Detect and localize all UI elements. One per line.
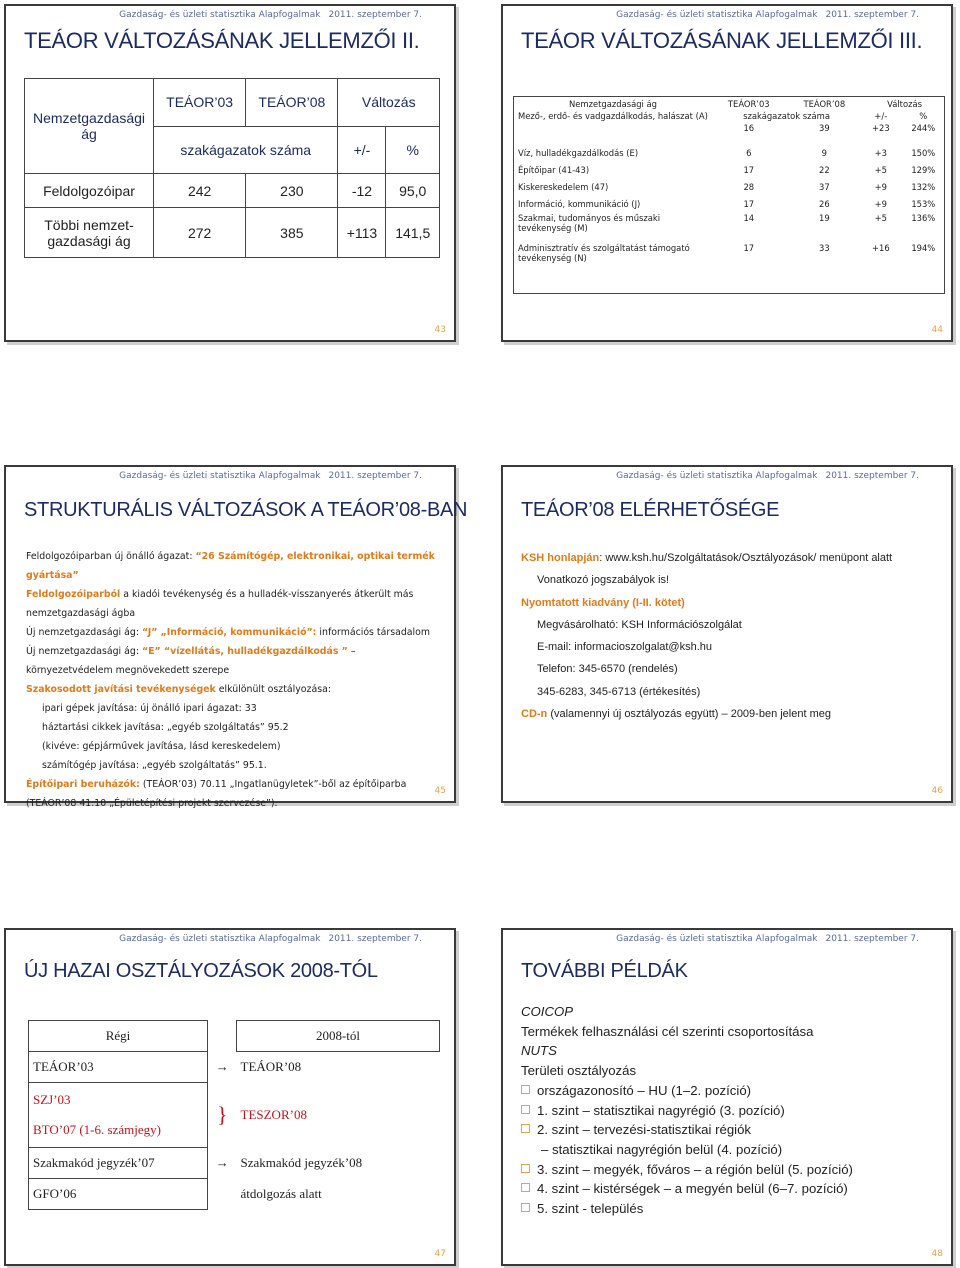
page-number: 48 [931, 1249, 943, 1259]
highlight-text: KSH honlapján [521, 552, 600, 564]
list-item [521, 1179, 941, 1199]
table-row [25, 208, 440, 258]
header-org: Gazdaság- és üzleti statisztika Alapfogalmak [119, 10, 321, 20]
cell-teaor08: 230 [246, 174, 338, 208]
list-item: – statisztikai nagyrégión belül (4. pozíció) [541, 1141, 783, 1157]
cell-teaor03: 272 [154, 208, 246, 258]
cell-teaor03: 17 [743, 243, 755, 253]
cell-teaor08: 26 [818, 198, 830, 209]
highlight-text: “26 Számítógép, elektronikai, optikai termék gyártása” [26, 551, 435, 581]
list-item: Telefon: 345-6570 (rendelés) [537, 663, 678, 676]
new-item: Szakmakód jegyzék’08 [240, 1155, 363, 1170]
highlight-text: Feldolgozóiparból [26, 589, 121, 600]
subheader-diff: +/- [874, 111, 888, 121]
checkbox-bullet-icon [521, 1183, 530, 1192]
header-org: Gazdaság- és üzleti statisztika Alapfogalmak [616, 10, 818, 20]
slide-title: TEÁOR’08 ELÉRHETŐSÉGE [521, 499, 780, 521]
slide-header [608, 10, 919, 20]
list-item: E-mail: informacioszolgalat@ksh.hu [537, 641, 713, 654]
list-item: NUTS [521, 1043, 557, 1059]
list-item: 345-6283, 345-6713 (értékesítés) [537, 685, 701, 698]
cell-pct: 150% [911, 147, 936, 158]
row-name: Többi nemzet-gazdasági ág [25, 208, 154, 258]
page-number: 45 [434, 786, 446, 796]
slide-46 [501, 465, 953, 803]
list-item [521, 1199, 941, 1219]
row-name: Kiskereskedelem (47) [518, 181, 609, 192]
slide-title: STRUKTURÁLIS VÁLTOZÁSOK A TEÁOR’08-BAN [24, 499, 468, 521]
old-item: Szakmakód jegyzék’07 [29, 1148, 208, 1179]
row-name: Mező-, erdő- és vadgazdálkodás, halászat (A) [518, 111, 708, 121]
classification-table [28, 1020, 440, 1210]
row-name: Építőipar (41-43) [518, 164, 590, 175]
text: 4. szint – kistérségek – a megyén belül (6–7. pozíció) [537, 1181, 848, 1197]
cell-teaor08: 39 [818, 123, 830, 133]
list-item: (kivéve: gépjárművek javítása, lásd kereskedelem) [42, 741, 281, 752]
header-date: 2011. szeptember 7. [825, 10, 919, 20]
col-header-teaor03: TEÁOR’03 [727, 99, 770, 109]
list-item [26, 680, 440, 699]
list-item [26, 547, 440, 585]
row-name: Szakmai, tudományos és műszaki tevékenység (M) [518, 213, 661, 233]
subheader-pct: % [386, 126, 440, 174]
list-item: COICOP [521, 1004, 574, 1019]
col-header-teaor08: TEÁOR’08 [246, 79, 338, 127]
table-row [515, 195, 947, 212]
new-item: TEÁOR’08 [240, 1059, 302, 1075]
text: a kiadói tevékenység és a hulladék-visszanyerés átkerült más nemzetgazdasági ágba [26, 589, 414, 619]
table-row [25, 174, 440, 208]
cell-teaor03: 28 [743, 181, 755, 192]
checkbox-bullet-icon [521, 1124, 530, 1133]
text: : www.ksh.hu/Szolgáltatások/Osztályozások/ menüpont alatt [599, 552, 893, 564]
slide-header [608, 471, 919, 481]
new-item: TESZOR’08 [240, 1107, 307, 1122]
cell-pct: 141,5 [386, 208, 440, 258]
subheader-diff: +/- [338, 126, 386, 174]
col-header-change: Változás [338, 79, 440, 127]
change-table [24, 78, 440, 258]
row-name: Adminisztratív és szolgáltatást támogató tevékenység (N) [518, 243, 690, 263]
list-item [26, 585, 440, 623]
row-name: Víz, hulladékgazdálkodás (E) [518, 147, 639, 158]
slide-47 [4, 928, 456, 1266]
checkbox-bullet-icon [521, 1085, 530, 1094]
table-row [29, 1083, 440, 1148]
cell-diff: +9 [874, 181, 888, 192]
new-item: átdolgozás alatt [240, 1186, 322, 1201]
text: országazonosító – HU (1–2. pozíció) [537, 1082, 752, 1098]
slide-header [111, 471, 422, 481]
slide-title: ÚJ HAZAI OSZTÁLYOZÁSOK 2008-TÓL [24, 960, 378, 982]
cell-pct: 194% [911, 243, 936, 253]
table-row [515, 212, 947, 242]
text: 5. szint - település [537, 1201, 644, 1217]
cell-pct: 153% [911, 198, 936, 209]
list-item: Vonatkozó jogszabályok is! [537, 574, 670, 587]
cell-diff: +113 [338, 208, 386, 258]
old-item: TEÁOR’03 [29, 1052, 208, 1083]
cell-teaor03: 14 [743, 213, 755, 223]
slide-title: TEÁOR VÁLTOZÁSÁNAK JELLEMZŐI III. [521, 28, 923, 53]
checkbox-bullet-icon [521, 1164, 530, 1173]
change-table [515, 98, 947, 272]
cell-teaor03: 242 [154, 174, 246, 208]
cell-diff: +16 [871, 243, 890, 253]
cell-diff: +3 [874, 147, 888, 158]
list-item: Megvásárolható: KSH Információszolgálat [537, 618, 742, 631]
cell-diff: +5 [874, 213, 888, 223]
list-item [521, 1160, 941, 1180]
cell-teaor03: 6 [746, 147, 752, 158]
page-number: 47 [434, 1249, 446, 1259]
list-item [521, 547, 937, 569]
slide-title: TOVÁBBI PÉLDÁK [521, 960, 688, 982]
highlight-text: Építőipari beruházók: [26, 779, 140, 790]
table-row [29, 1179, 440, 1210]
cell-pct: 132% [911, 181, 936, 192]
text: Feldolgozóiparban új önálló ágazat: [26, 551, 196, 562]
list-item [521, 703, 937, 725]
col-header-teaor08: TEÁOR’08 [803, 99, 846, 109]
cell-diff: -12 [338, 174, 386, 208]
slide-body [26, 547, 440, 813]
list-item [26, 623, 440, 642]
list-item [26, 642, 440, 680]
list-item [26, 775, 440, 813]
text: Új nemzetgazdasági ág: [26, 646, 142, 657]
list-item: háztartási cikkek javítása: „egyéb szolgáltatás” 95.2 [42, 722, 289, 733]
cell-diff: +9 [874, 198, 888, 209]
slide-48 [501, 928, 953, 1266]
text: 1. szint – statisztikai nagyrégió (3. pozíció) [537, 1102, 785, 1118]
text: (TEÁOR’03) 70.11 „Ingatlanügyletek”-ből az építőiparba (TEÁOR’08 41.10 „Épületépítési projekt szervezése”). [26, 779, 407, 809]
checkbox-bullet-icon [521, 1105, 530, 1114]
list-item [521, 1101, 941, 1121]
col-header-teaor03: TEÁOR’03 [154, 79, 246, 127]
text: Új nemzetgazdasági ág: [26, 627, 142, 638]
old-item: BTO’07 (1-6. számjegy) [33, 1122, 161, 1137]
header-date: 2011. szeptember 7. [328, 10, 422, 20]
slide-header [608, 934, 919, 944]
header-date: 2011. szeptember 7. [328, 934, 422, 944]
cell-teaor08: 19 [818, 213, 830, 223]
list-item [521, 592, 937, 614]
row-name: Feldolgozóipar [25, 174, 154, 208]
slide-body [521, 1002, 941, 1219]
brace-icon: } [216, 1102, 228, 1127]
cell-diff: +5 [874, 164, 888, 175]
table-row [515, 178, 947, 195]
list-item: számítógép javítása: „egyéb szolgáltatás” 95.1. [42, 760, 267, 771]
cell-pct: 95,0 [386, 174, 440, 208]
subheader-count: szakágazatok száma [743, 111, 830, 121]
slide-45 [4, 465, 468, 809]
slide-header [111, 10, 422, 20]
cell-teaor03: 17 [743, 198, 755, 209]
cell-pct: 244% [911, 123, 936, 133]
header-date: 2011. szeptember 7. [825, 934, 919, 944]
cell-teaor03: 16 [743, 123, 755, 133]
highlight-text: Nyomtatott kiadvány (I-II. kötet) [521, 596, 685, 609]
col-header-sector: Nemzetgazdasági ág [569, 99, 657, 109]
cell-teaor08: 385 [246, 208, 338, 258]
cell-teaor03: 17 [743, 164, 755, 175]
page-number: 43 [434, 325, 446, 335]
slide-44 [501, 4, 953, 342]
slide-43 [4, 4, 456, 342]
list-item [521, 1120, 941, 1140]
text: 3. szint – megyék, főváros – a régión belül (5. pozíció) [537, 1161, 853, 1177]
highlight-text: “J” „Információ, kommunikáció”: [141, 627, 317, 638]
page-number: 46 [931, 786, 943, 796]
text: 2. szint – tervezési-statisztikai régiók [537, 1122, 752, 1138]
header-date: 2011. szeptember 7. [825, 471, 919, 481]
list-item: Területi osztályozás [521, 1063, 637, 1079]
page-number: 44 [931, 325, 943, 335]
slide-header [111, 934, 422, 944]
header-org: Gazdaság- és üzleti statisztika Alapfogalmak [119, 471, 321, 481]
table-row [515, 242, 947, 272]
slide-title: TEÁOR VÁLTOZÁSÁNAK JELLEMZŐI II. [24, 28, 420, 53]
highlight-text: “E” “vízellátás, hulladékgazdálkodás ” [141, 646, 348, 657]
table-row [29, 1148, 440, 1179]
old-item: SZJ’03 [33, 1092, 71, 1107]
col-header-new: 2008-tól [237, 1021, 440, 1052]
checkbox-bullet-icon [521, 1203, 530, 1212]
cell-teaor08: 22 [818, 164, 830, 175]
subheader-count: szakágazatok száma [154, 126, 338, 174]
highlight-text: Szakosodott javítási tevékenységek [26, 684, 216, 695]
text: elkülönült osztályozása: [215, 684, 331, 695]
text: (valamennyi új osztályozás együtt) – 2009-ben jelent meg [547, 708, 831, 721]
cell-pct: 136% [911, 213, 936, 223]
col-header-change: Változás [887, 99, 922, 109]
table-row [515, 144, 947, 161]
header-org: Gazdaság- és üzleti statisztika Alapfogalmak [616, 934, 818, 944]
header-org: Gazdaság- és üzleti statisztika Alapfogalmak [616, 471, 818, 481]
arrow-right-icon: → [215, 1059, 229, 1074]
header-date: 2011. szeptember 7. [328, 471, 422, 481]
list-item: ipari gépek javítása: új önálló ipari ágazat: 33 [42, 703, 257, 714]
cell-teaor08: 9 [821, 147, 827, 158]
col-header-sector: Nemzetgazdasági [32, 110, 146, 126]
cell-diff: +23 [871, 123, 890, 133]
old-item: GFO’06 [29, 1179, 208, 1210]
header-org: Gazdaság- és üzleti statisztika Alapfogalmak [119, 934, 321, 944]
row-name: Információ, kommunikáció (J) [518, 198, 641, 209]
highlight-text: CD-n [521, 708, 548, 721]
cell-pct: 129% [911, 164, 936, 175]
subheader-pct: % [919, 111, 928, 121]
table-row [515, 161, 947, 178]
cell-teaor08: 33 [818, 243, 830, 253]
text: információs társadalom [316, 627, 430, 638]
list-item [521, 1081, 941, 1101]
slide-body [521, 547, 937, 725]
text: – környezetvédelem megnövekedett szerepe [26, 646, 356, 676]
table-row [29, 1052, 440, 1083]
arrow-right-icon: → [215, 1155, 229, 1170]
col-header-sector-2: ág [81, 126, 97, 142]
cell-teaor08: 37 [818, 181, 830, 192]
list-item: Termékek felhasználási cél szerinti csoportosítása [521, 1023, 814, 1039]
col-header-old: Régi [29, 1021, 208, 1052]
